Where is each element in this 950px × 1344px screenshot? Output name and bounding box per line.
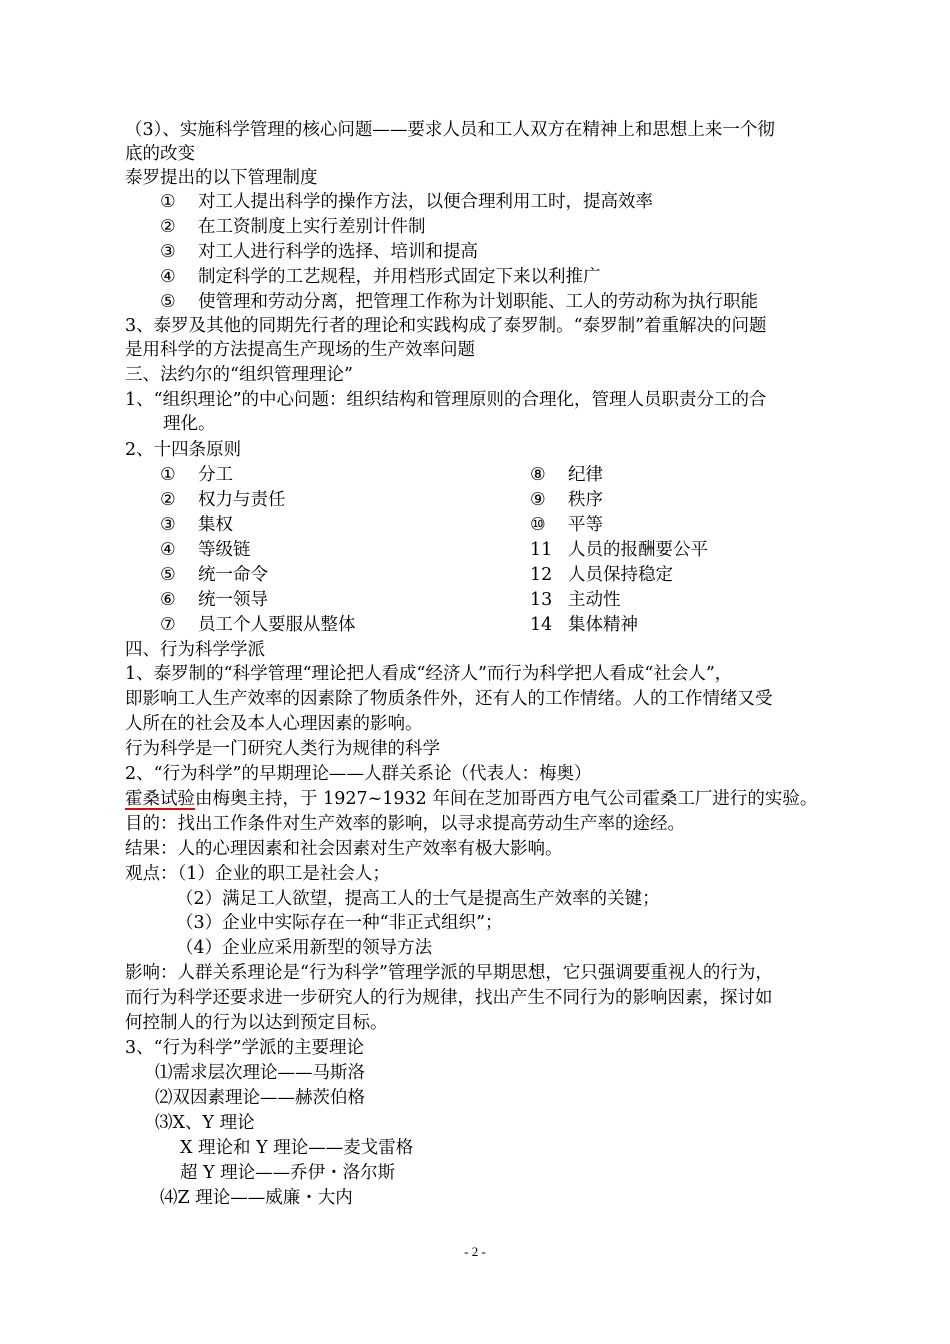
list-item: ⑦ 员工个人要服从整体 bbox=[160, 615, 356, 635]
list-item: ④ 等级链 bbox=[160, 540, 251, 560]
section-title-3-cont: 底的改变 bbox=[125, 144, 195, 164]
paragraph: 何控制人的行为以达到预定目标。 bbox=[125, 1013, 388, 1033]
list-item: 超 Y 理论——乔伊・洛尔斯 bbox=[180, 1163, 396, 1183]
section-heading-fayol: 三、法约尔的“组织管理理论” bbox=[125, 365, 353, 385]
list-item: ⑷Z 理论——威廉・大内 bbox=[160, 1188, 353, 1208]
list-item: ⑤ 使管理和劳动分离，把管理工作称为计划职能、工人的劳动称为执行职能 bbox=[160, 292, 758, 312]
list-item: 11 人员的报酬要公平 bbox=[530, 540, 708, 560]
paragraph: 1、“组织理论”的中心问题：组织结构和管理原则的合理化，管理人员职责分工的合 bbox=[125, 390, 767, 410]
list-item: ④ 制定科学的工艺规程，并用档形式固定下来以利推广 bbox=[160, 267, 601, 287]
list-item: （4）企业应采用新型的领导方法 bbox=[176, 938, 433, 958]
paragraph: 影响：人群关系理论是“行为科学”管理学派的早期思想，它只强调要重视人的行为， bbox=[125, 963, 773, 983]
list-item: ⑨ 秩序 bbox=[530, 490, 603, 510]
list-item: ① 对工人提出科学的操作方法，以便合理利用工时，提高效率 bbox=[160, 192, 653, 212]
section-title-3: （3）、实施科学管理的核心问题——要求人员和工人双方在精神上和思想上来一个彻 bbox=[125, 120, 775, 140]
list-item: X 理论和 Y 理论——麦戈雷格 bbox=[180, 1138, 414, 1158]
list-item: ⑧ 纪律 bbox=[530, 465, 603, 485]
list-item: ⑴需求层次理论——马斯洛 bbox=[155, 1063, 365, 1083]
list-item: 12 人员保持稳定 bbox=[530, 565, 673, 585]
paragraph: 人所在的社会及本人心理因素的影响。 bbox=[125, 714, 423, 734]
list-item: ③ 集权 bbox=[160, 515, 233, 535]
list-item: 观点：（1）企业的职工是社会人； bbox=[125, 864, 390, 884]
page-number: - 2 - bbox=[464, 1244, 486, 1259]
paragraph: 理化。 bbox=[163, 414, 216, 434]
list-item: ⑩ 平等 bbox=[530, 515, 603, 535]
paragraph: 结果：人的心理因素和社会因素对生产效率有极大影响。 bbox=[125, 839, 563, 859]
paragraph: 而行为科学还要求进一步研究人的行为规律，找出产生不同行为的影响因素，探讨如 bbox=[125, 988, 773, 1008]
section-heading-behavior: 四、行为科学学派 bbox=[125, 640, 265, 660]
list-item: 13 主动性 bbox=[530, 590, 621, 610]
taylor-systems-heading: 泰罗提出的以下管理制度 bbox=[125, 168, 318, 188]
list-item: 14 集体精神 bbox=[530, 615, 638, 635]
paragraph: 即影响工人生产效率的因素除了物质条件外，还有人的工作情绪。人的工作情绪又受 bbox=[125, 689, 773, 709]
list-item: ② 权力与责任 bbox=[160, 490, 286, 510]
paragraph: 2、“行为科学”的早期理论——人群关系论（代表人：梅奥） bbox=[125, 764, 592, 784]
list-item: ⑤ 统一命令 bbox=[160, 565, 268, 585]
list-item: ⑵双因素理论——赫茨伯格 bbox=[155, 1088, 365, 1108]
list-item: ⑥ 统一领导 bbox=[160, 590, 268, 610]
list-item: ⑶X、Y 理论 bbox=[155, 1113, 255, 1133]
paragraph: 行为科学是一门研究人类行为规律的科学 bbox=[125, 739, 440, 759]
paragraph: 目的：找出工作条件对生产效率的影响，以寻求提高劳动生产率的途经。 bbox=[125, 814, 685, 834]
hawthorne-term: 霍桑试验 bbox=[125, 789, 195, 809]
paragraph: 是用科学的方法提高生产现场的生产效率问题 bbox=[125, 340, 475, 360]
paragraph: 3、“行为科学”学派的主要理论 bbox=[125, 1038, 365, 1058]
list-item: （3）企业中实际存在一种“非正式组织”； bbox=[176, 913, 503, 933]
list-item: ③ 对工人进行科学的选择、培训和提高 bbox=[160, 242, 478, 262]
list-item: ② 在工资制度上实行差别计件制 bbox=[160, 217, 426, 237]
paragraph: 霍桑试验由梅奥主持，于 1927~1932 年间在芝加哥西方电气公司霍桑工厂进行的实验。 bbox=[125, 789, 818, 809]
list-item: ① 分工 bbox=[160, 465, 233, 485]
list-item: （2）满足工人欲望，提高工人的士气是提高生产效率的关键； bbox=[176, 889, 660, 909]
paragraph: 2、十四条原则 bbox=[125, 440, 242, 460]
paragraph: 3、泰罗及其他的同期先行者的理论和实践构成了泰罗制。“泰罗制”着重解决的问题 bbox=[125, 316, 767, 336]
paragraph: 1、泰罗制的“科学管理“理论把人看成“经济人”而行为科学把人看成“社会人”， bbox=[125, 664, 733, 684]
